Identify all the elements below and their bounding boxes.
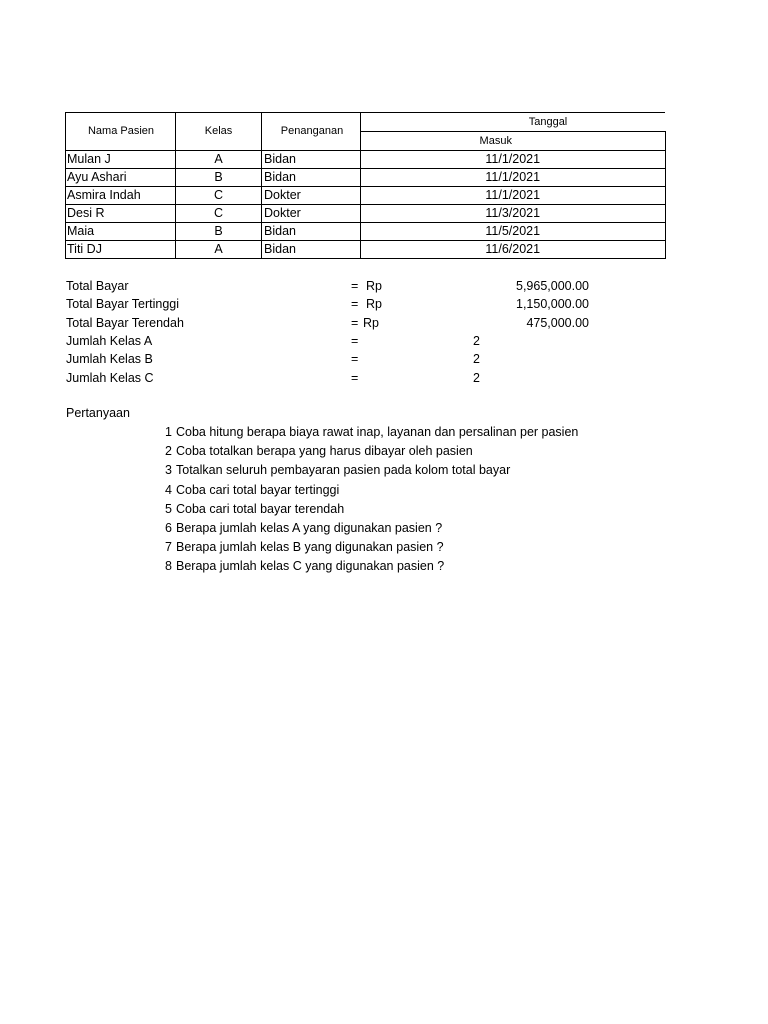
question-text: Berapa jumlah kelas C yang digunakan pasien ? bbox=[176, 559, 445, 573]
question-number: 6 bbox=[165, 521, 172, 535]
summary-currency: Rp bbox=[363, 316, 379, 330]
cell-kelas: A bbox=[176, 241, 262, 259]
summary-equals: = bbox=[351, 316, 359, 330]
cell-nama: Desi R bbox=[66, 205, 176, 223]
question-text: Totalkan seluruh pembayaran pasien pada kolom total bayar bbox=[176, 463, 511, 477]
patient-table bbox=[65, 112, 666, 259]
cell-nama: Mulan J bbox=[66, 151, 176, 169]
questions-title: Pertanyaan bbox=[66, 406, 130, 420]
cell-kelas: C bbox=[176, 187, 262, 205]
cell-masuk: 11/5/2021 bbox=[361, 223, 666, 241]
cell-masuk: 11/6/2021 bbox=[361, 241, 666, 259]
table-header-row bbox=[66, 113, 666, 132]
question-number: 4 bbox=[165, 483, 172, 497]
table-row bbox=[66, 205, 666, 223]
cell-masuk: 11/3/2021 bbox=[361, 205, 666, 223]
summary-currency: Rp bbox=[366, 297, 382, 311]
summary-equals: = bbox=[351, 334, 359, 348]
question-text: Coba totalkan berapa yang harus dibayar oleh pasien bbox=[176, 444, 473, 458]
summary-equals: = bbox=[351, 352, 359, 366]
question-text: Berapa jumlah kelas B yang digunakan pasien ? bbox=[176, 540, 444, 554]
summary-label: Jumlah Kelas C bbox=[66, 371, 154, 385]
table-row bbox=[66, 151, 666, 169]
summary-label: Jumlah Kelas A bbox=[66, 334, 153, 348]
summary-value: 2 bbox=[473, 352, 480, 366]
header-kelas: Kelas bbox=[176, 113, 262, 151]
cell-penanganan: Dokter bbox=[262, 187, 361, 205]
header-masuk: Masuk bbox=[361, 132, 666, 151]
question-number: 7 bbox=[165, 540, 172, 554]
summary-label: Total Bayar Tertinggi bbox=[66, 297, 180, 311]
summary-label: Total Bayar bbox=[66, 279, 129, 293]
cell-penanganan: Dokter bbox=[262, 205, 361, 223]
cell-masuk: 11/1/2021 bbox=[361, 187, 666, 205]
cell-penanganan: Bidan bbox=[262, 151, 361, 169]
summary-value: 1,150,000.00 bbox=[516, 297, 589, 311]
summary-value: 2 bbox=[473, 371, 480, 385]
summary-currency: Rp bbox=[366, 279, 382, 293]
question-number: 8 bbox=[165, 559, 172, 573]
summary-equals: = bbox=[351, 279, 359, 293]
summary-label: Total Bayar Terendah bbox=[66, 316, 184, 330]
cell-masuk: 11/1/2021 bbox=[361, 151, 666, 169]
cell-penanganan: Bidan bbox=[262, 241, 361, 259]
question-number: 5 bbox=[165, 502, 172, 516]
cell-kelas: B bbox=[176, 169, 262, 187]
header-tanggal: Tanggal bbox=[361, 113, 666, 132]
summary-equals: = bbox=[351, 371, 359, 385]
table-row bbox=[66, 169, 666, 187]
question-number: 1 bbox=[165, 425, 172, 439]
table-row bbox=[66, 223, 666, 241]
table-row bbox=[66, 187, 666, 205]
cell-kelas: C bbox=[176, 205, 262, 223]
summary-label: Jumlah Kelas B bbox=[66, 352, 153, 366]
cell-nama: Maia bbox=[66, 223, 176, 241]
question-number: 3 bbox=[165, 463, 172, 477]
cell-masuk: 11/1/2021 bbox=[361, 169, 666, 187]
summary-value: 475,000.00 bbox=[526, 316, 589, 330]
question-text: Coba hitung berapa biaya rawat inap, layanan dan persalinan per pasien bbox=[176, 425, 579, 439]
question-text: Coba cari total bayar terendah bbox=[176, 502, 345, 516]
cell-nama: Titi DJ bbox=[66, 241, 176, 259]
cell-penanganan: Bidan bbox=[262, 223, 361, 241]
summary-equals: = bbox=[351, 297, 359, 311]
table-row bbox=[66, 241, 666, 259]
summary-value: 5,965,000.00 bbox=[516, 279, 589, 293]
question-text: Coba cari total bayar tertinggi bbox=[176, 483, 340, 497]
cell-kelas: B bbox=[176, 223, 262, 241]
cell-nama: Ayu Ashari bbox=[66, 169, 176, 187]
cell-nama: Asmira Indah bbox=[66, 187, 176, 205]
question-number: 2 bbox=[165, 444, 172, 458]
header-penanganan: Penanganan bbox=[262, 113, 361, 151]
header-nama-pasien: Nama Pasien bbox=[66, 113, 176, 151]
cell-penanganan: Bidan bbox=[262, 169, 361, 187]
question-text: Berapa jumlah kelas A yang digunakan pasien ? bbox=[176, 521, 443, 535]
summary-value: 2 bbox=[473, 334, 480, 348]
cell-kelas: A bbox=[176, 151, 262, 169]
